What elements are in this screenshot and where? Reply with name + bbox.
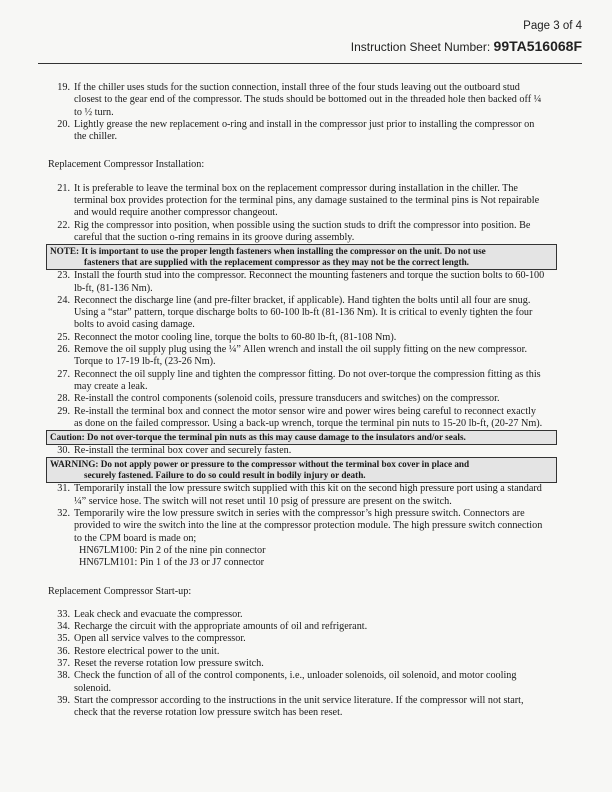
step-text: Install the fourth stud into the compressor. Reconnect the mounting fasteners and torque the suction bolts to 60-100 lb-ft, (81-136 Nm). (74, 270, 545, 294)
step-text: Rig the compressor into position, when possible using the suction studs to drift the compressor into position. Be careful that the suction o-ring remains in its groove during assembly. (74, 219, 531, 243)
step-27 (48, 369, 546, 394)
step-number: 36. (57, 645, 70, 657)
step-19 (48, 82, 546, 119)
document-body (48, 82, 546, 719)
step-number: 24. (57, 294, 70, 306)
step-number: 19. (57, 82, 70, 93)
step-number: 29. (57, 405, 70, 417)
step-text (74, 508, 546, 569)
step-30 (48, 445, 546, 457)
step-number: 33. (57, 608, 70, 620)
step-text: It is preferable to leave the terminal box on the replacement compressor during installation in the chiller. The terminal box provides protection for the terminal pins, any damage sustained to the terminal pins is Not repairable and would require another compressor changeout. (74, 182, 540, 219)
step-text: Recharge the circuit with the appropriate amounts of oil and refrigerant. (74, 621, 368, 633)
step-21 (48, 183, 546, 220)
step-number: 32. (57, 508, 70, 520)
step-text: Re-install the control components (solenoid coils, pressure transducers and switches) on the compressor. (74, 393, 500, 405)
step-text: Start the compressor according to the instructions in the unit service literature. If the compressor will not start, check that the reverse rotation low pressure switch has been reset. (74, 694, 524, 719)
step-number: 37. (57, 657, 70, 669)
step-number: 20. (57, 118, 70, 130)
note-line-2: fasteners that are supplied with the replacement compressor as they may not be the correct length. (84, 257, 469, 268)
step-32-text: Temporarily wire the low pressure switch in series with the compressor’s high pressure switch. Connectors are provided to wire the switch into the line at the compressor protection module. The high pressure switch connection to the CPM board is made on; (74, 508, 543, 544)
step-text: Check the function of all of the control components, i.e., unloader solenoids, oil solenoid, and motor cooling solenoid. (74, 670, 517, 694)
step-20 (48, 119, 546, 144)
step-number: 31. (57, 483, 70, 495)
step-22 (48, 220, 546, 245)
step-number: 23. (57, 270, 70, 282)
step-text: Re-install the terminal box and connect the motor sensor wire and power wires being careful to reconnect exactly as done on the failed compressor. Using a back-up wrench, torque the terminal pin nuts to 15-20 lb-ft, (20-27 Nm). (74, 405, 543, 429)
step-text: Reconnect the oil supply line and tighten the compressor fitting. Do not over-torque the compression fitting as this may create a leak. (74, 368, 541, 392)
step-26 (48, 344, 546, 369)
step-25 (48, 332, 546, 344)
step-24 (48, 295, 546, 332)
sheet-number-value: 99TA516068F (493, 38, 582, 54)
step-number: 21. (57, 182, 70, 194)
step-23 (48, 270, 546, 295)
step-number: 22. (57, 219, 70, 231)
instruction-sheet-number (351, 38, 582, 54)
step-number: 28. (57, 393, 70, 405)
sheet-number-label: Instruction Sheet Number: (350, 40, 491, 54)
step-text: Restore electrical power to the unit. (74, 645, 220, 657)
step-29 (48, 406, 546, 431)
step-text: Reset the reverse rotation low pressure switch. (74, 657, 264, 669)
step-36 (48, 646, 546, 658)
connector-code-2: HN67LM101: Pin 1 of the J3 or J7 connector (79, 557, 265, 569)
warning-box (46, 457, 557, 483)
step-33 (48, 609, 546, 621)
step-text: If the chiller uses studs for the suction connection, install three of the four studs leaving out the outboard stud closest to the gear end of the compressor. The studs should be bottomed out in the threaded hole then backed off ¼ to ½ turn. (74, 82, 542, 118)
caution-text: Caution: Do not over-torque the terminal pin nuts as this may cause damage to the insulators and/or seals. (50, 432, 466, 443)
section-heading-startup: Replacement Compressor Start-up: (48, 585, 192, 597)
step-number: 34. (57, 621, 70, 633)
step-text: Open all service valves to the compressor. (74, 633, 246, 645)
step-38 (48, 670, 546, 695)
step-28 (48, 393, 546, 405)
step-number: 30. (57, 445, 70, 457)
step-text: Temporarily install the low pressure switch supplied with this kit on the second high pressure port using a standard ¼” service hose. The switch will not reset until 10 psig of pressure are present on the switch. (74, 483, 542, 507)
step-text: Lightly grease the new replacement o-ring and install in the compressor just prior to installing the compressor on the chiller. (74, 118, 535, 143)
step-32 (48, 508, 546, 569)
warning-line-2: securely fastened. Failure to do so could result in bodily injury or death. (84, 470, 366, 481)
warning-line-1: WARNING: Do not apply power or pressure to the compressor without the terminal box cover in place and (50, 459, 470, 470)
step-number: 25. (57, 331, 70, 343)
step-37 (48, 658, 546, 670)
section-heading-installation: Replacement Compressor Installation: (48, 159, 205, 171)
step-number: 35. (57, 633, 70, 645)
step-number: 26. (57, 344, 70, 356)
step-39 (48, 695, 546, 720)
step-text: Remove the oil supply plug using the ¼” Allen wrench and install the oil supply fitting on the new compressor. Torque to 17-19 lb-ft, (23-26 Nm). (74, 344, 527, 368)
step-text: Re-install the terminal box cover and securely fasten. (74, 445, 292, 457)
step-34 (48, 621, 546, 633)
step-text: Reconnect the discharge line (and pre-filter bracket, if applicable). Hand tighten the bolts until all four are snug. Using a “star” pattern, torque discharge bolts to 60-100 lb-ft (81-136 Nm). It is critical to evenly tighten the four bolts to avoid casing damage. (74, 294, 533, 331)
note-box (46, 244, 557, 270)
note-line-1: NOTE: It is important to use the proper length fasteners when installing the compressor on the unit. Do not use (50, 246, 486, 257)
step-number: 27. (57, 368, 70, 380)
step-text: Leak check and evacuate the compressor. (74, 608, 243, 620)
header-divider (38, 63, 582, 64)
caution-box (46, 430, 557, 445)
page-number: Page 3 of 4 (523, 20, 582, 32)
step-31 (48, 483, 546, 508)
step-35 (48, 633, 546, 645)
step-number: 39. (57, 694, 70, 706)
step-text: Reconnect the motor cooling line, torque the bolts to 60-80 lb-ft, (81-108 Nm). (74, 331, 397, 343)
connector-code-1: HN67LM100: Pin 2 of the nine pin connector (79, 544, 266, 556)
step-number: 38. (57, 670, 70, 682)
